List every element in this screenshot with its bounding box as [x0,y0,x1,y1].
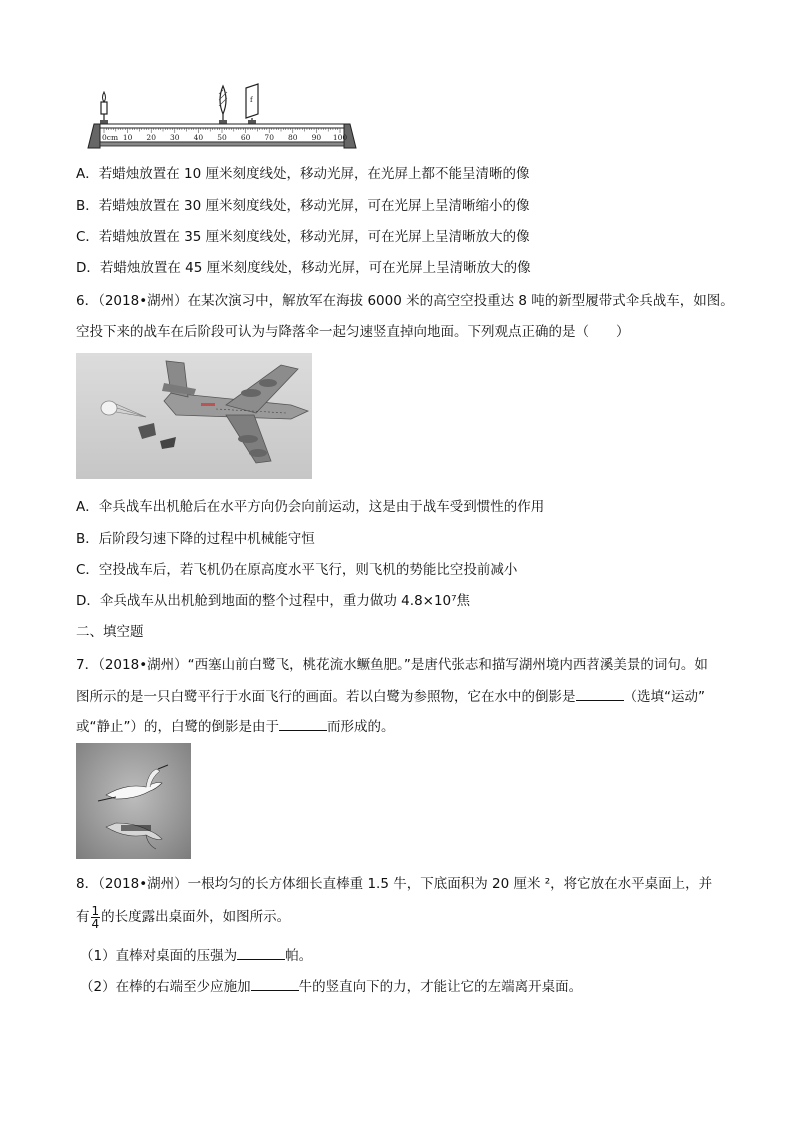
q8-stem-line1: 8．（2018•湖州）一根均匀的长方体细长直棒重 1.5 牛，下底面积为 20 厘米 ²，将它放在水平桌面上，并 [76,876,713,892]
q8-answer-blank-2[interactable] [251,976,299,991]
ruler-label: 40 [193,133,204,142]
q8-answer-blank-1[interactable] [237,945,285,960]
ruler-label: 20 [146,133,156,142]
q8-line2-text-b: 的长度露出桌面外，如图所示。 [101,909,291,925]
optical-bench-figure [86,80,358,154]
q7-line2-text-b: （选填“运动” [623,689,705,705]
q7-stem-line3 [76,716,395,737]
q5-option-a: A．若蜡烛放置在 10 厘米刻度线处，移动光屏，在光屏上都不能呈清晰的像 [76,166,530,182]
q8-sub2-text-b: 牛的竖直向下的力，才能让它的左端离开桌面。 [298,979,583,995]
ruler-label: 60 [240,133,251,142]
q7-line3-text-a: 或“静止”）的，白鹭的倒影是由于 [76,719,279,735]
q7-line3-text-b: 而形成的。 [327,719,395,735]
q6-option-c: C．空投战车后，若飞机仍在原高度水平飞行，则飞机的势能比空投前减小 [76,562,518,578]
q6-option-b: B．后阶段匀速下降的过程中机械能守恒 [76,531,315,547]
section-title: 二、填空题 [76,624,144,640]
fraction-numerator: 1 [91,903,100,918]
q8-sub1-text-a: （1）直棒对桌面的压强为 [80,948,238,964]
fraction-one-quarter [91,905,101,930]
q7-answer-blank-1[interactable] [576,686,624,701]
q8-sub-question-1 [80,945,312,966]
q5-option-c: C．若蜡烛放置在 35 厘米刻度线处，移动光屏，可在光屏上呈清晰放大的像 [76,229,530,245]
ruler-label: 50 [217,133,227,142]
ruler-label: 30 [170,133,180,142]
q7-line2-text-a: 图所示的是一只白鹭平行于水面飞行的画面。若以白鹭为参照物，它在水中的倒影是 [76,689,576,705]
screen-mark: f [250,96,253,104]
q8-sub1-text-b: 帕。 [285,948,313,964]
q8-stem-line2 [76,904,290,930]
airdrop-photo [76,353,312,479]
q8-line2-text-a: 有 [76,909,90,925]
q7-stem-line1: 7．（2018•湖州）“西塞山前白鹭飞，桃花流水鳜鱼肥。”是唐代张志和描写湖州境内西苕溪美景的词句。如 [76,657,708,673]
ruler [88,124,356,148]
ruler-label: 100 [332,133,348,142]
q8-sub2-text-a: （2）在棒的右端至少应施加 [80,979,251,995]
q6-option-a: A．伞兵战车出机舱后在水平方向仍会向前运动，这是由于战车受到惯性的作用 [76,499,545,515]
egret-photo [76,743,191,859]
q6-stem-line2: 空投下来的战车在后阶段可认为与降落伞一起匀速竖直掉向地面。下列观点正确的是（ ） [76,324,630,340]
light-screen-icon [246,84,258,120]
lens-icon [219,86,227,120]
ruler-label: 0cm [102,133,119,142]
q6-option-d: D．伞兵战车从出机舱到地面的整个过程中，重力做功 4.8×10⁷焦 [76,593,471,609]
candle-icon [101,92,107,120]
q6-stem-line1: 6．（2018•湖州）在某次演习中，解放军在海拔 6000 米的高空空投重达 8 吨的新型履带式伞兵战车，如图。 [76,293,734,309]
fraction-denominator: 4 [91,916,100,931]
q8-sub-question-2 [80,976,582,997]
ruler-label: 80 [288,133,298,142]
q5-option-b: B．若蜡烛放置在 30 厘米刻度线处，移动光屏，可在光屏上呈清晰缩小的像 [76,198,530,214]
ruler-label: 10 [122,133,133,142]
q5-option-d: D．若蜡烛放置在 45 厘米刻度线处，移动光屏，可在光屏上呈清晰放大的像 [76,260,531,276]
q7-answer-blank-2[interactable] [279,716,327,731]
ruler-label: 70 [264,133,274,142]
q7-stem-line2 [76,686,705,707]
ruler-label: 90 [311,133,322,142]
